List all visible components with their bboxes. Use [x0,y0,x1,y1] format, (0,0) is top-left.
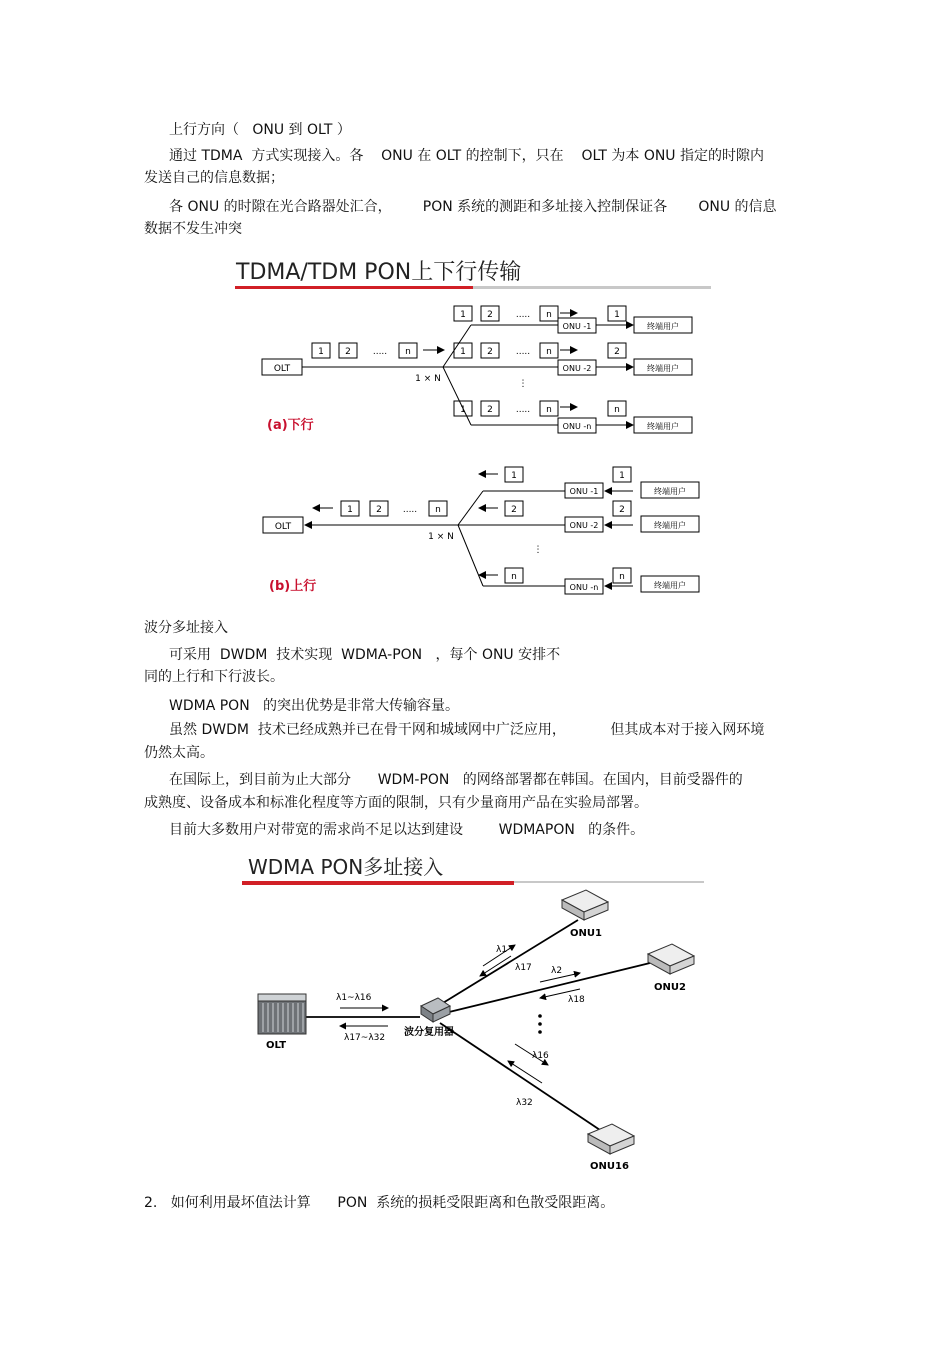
lambda-32: λ32 [516,1098,533,1108]
frame-1: 1 [511,471,517,481]
onu-1-label: ONU -1 [569,487,599,496]
text-paragraph: 仍然太高。 [144,745,214,761]
wdma-pon-figure [240,848,710,1173]
frame-2: 2 [487,405,493,415]
lambda-1: λ1 [496,945,508,955]
title-rule-gray [473,286,711,289]
text-paragraph: 通过 TDMA 方式实现接入。各 ONU 在 OLT 的控制下，只在 OLT 为本 ONU 指定的时隙内 [169,148,765,164]
wdma-pon-diagram [240,848,710,1173]
onu1-label: ONU1 [570,928,602,939]
onu-n-label: ONU -n [569,583,599,592]
frame-dots: ..... [515,347,531,357]
text-paragraph: 各 ONU 的时隙在光合路器处汇合， PON 系统的测距和多址接入控制保证各 ONU 的信息 [169,199,777,215]
text-paragraph: 成熟度、设备成本和标准化程度等方面的限制，只有少量商用产品在实验局部署。 [144,795,648,811]
frame-n: n [546,347,552,357]
frame-2: 2 [376,505,382,515]
frame-1: 1 [460,347,466,357]
frame-n: n [546,405,552,415]
text-paragraph: 可采用 DWDM 技术实现 WDMA-PON ，每个 ONU 安排不 [169,647,561,663]
frame-1: 1 [318,347,324,357]
splitter-label: 1 × N [428,532,454,542]
frame-n: n [405,347,411,357]
frame-2: 2 [619,505,625,515]
lambda-16: λ16 [532,1051,549,1061]
onu-n-label: ONU -n [562,422,592,431]
text-paragraph: 数据不发生冲突 [144,221,242,237]
downstream-label: (a)下行 [267,418,314,433]
lambda-down-all: λ1~λ16 [336,993,372,1003]
frame-2: 2 [345,347,351,357]
olt-label: OLT [273,364,291,374]
frame-2: 2 [511,505,517,515]
onu-1-label: ONU -1 [562,322,592,331]
frame-2: 2 [487,310,493,320]
text-paragraph: 同的上行和下行波长。 [144,669,284,685]
terminal-user-label: 终端用户 [647,364,679,373]
frame-n: n [511,572,517,582]
lambda-up-all: λ17~λ32 [344,1033,386,1043]
terminal-user-label: 终端用户 [647,422,679,431]
onu2-label: ONU2 [654,982,686,993]
frame-n: n [546,310,552,320]
frame-n: n [614,405,620,415]
frame-dots: ..... [402,505,418,515]
frame-dots: ..... [372,347,388,357]
frame-1: 1 [614,310,620,320]
vertical-dots: ⋮ [533,545,543,555]
terminal-user-label: 终端用户 [654,521,686,530]
text-paragraph: WDMA PON 的突出优势是非常大传输容量。 [169,698,460,714]
terminal-user-label: 终端用户 [654,581,686,590]
tdma-pon-figure [233,253,713,605]
frame-1: 1 [619,471,625,481]
olt-label: OLT [266,1040,287,1051]
frame-1: 1 [460,405,466,415]
section-heading: 波分多址接入 [144,620,228,636]
text-paragraph: 发送自己的信息数据； [144,170,284,186]
frame-1: 1 [347,505,353,515]
vertical-dots: ⋮ [518,379,528,389]
wdm-mux-label: 波分复用器 [404,1027,454,1038]
frame-2: 2 [487,347,493,357]
title-rule-red [242,881,514,885]
tdma-pon-diagram [233,253,713,605]
text-paragraph: 虽然 DWDM 技术已经成熟并已在骨干网和城域网中广泛应用， 但其成本对于接入网环境 [169,722,765,738]
question-2: 2. 如何利用最坏值法计算 PON 系统的损耗受限距离和色散受限距离。 [144,1195,615,1211]
lambda-17: λ17 [515,963,532,973]
onu-2-label: ONU -2 [562,364,592,373]
lambda-18: λ18 [568,995,585,1005]
onu16-label: ONU16 [590,1161,629,1172]
terminal-user-label: 终端用户 [647,322,679,331]
terminal-user-label: 终端用户 [654,487,686,496]
frame-dots: ..... [515,310,531,320]
frame-2: 2 [614,347,620,357]
splitter-label: 1 × N [415,374,441,384]
text-upstream-heading: 上行方向（ ONU 到 OLT ） [169,122,351,138]
onu-2-label: ONU -2 [569,521,599,530]
frame-dots: ..... [515,405,531,415]
lambda-2: λ2 [551,966,563,976]
text-paragraph: 目前大多数用户对带宽的需求尚不足以达到建设 WDMAPON 的条件。 [169,822,645,838]
upstream-label: (b)上行 [269,579,317,594]
olt-rack-icon [258,994,306,1034]
text-paragraph: 在国际上，到目前为止大部分 WDM-PON 的网络部署都在韩国。在国内，目前受器件的 [169,772,743,788]
title-rule-gray [514,881,704,883]
figure-title: TDMA/TDM PON上下行传输 [236,260,522,285]
figure-title: WDMA PON多址接入 [248,855,444,879]
frame-n: n [619,572,625,582]
frame-1: 1 [460,310,466,320]
olt-label: OLT [274,522,292,532]
frame-n: n [435,505,441,515]
